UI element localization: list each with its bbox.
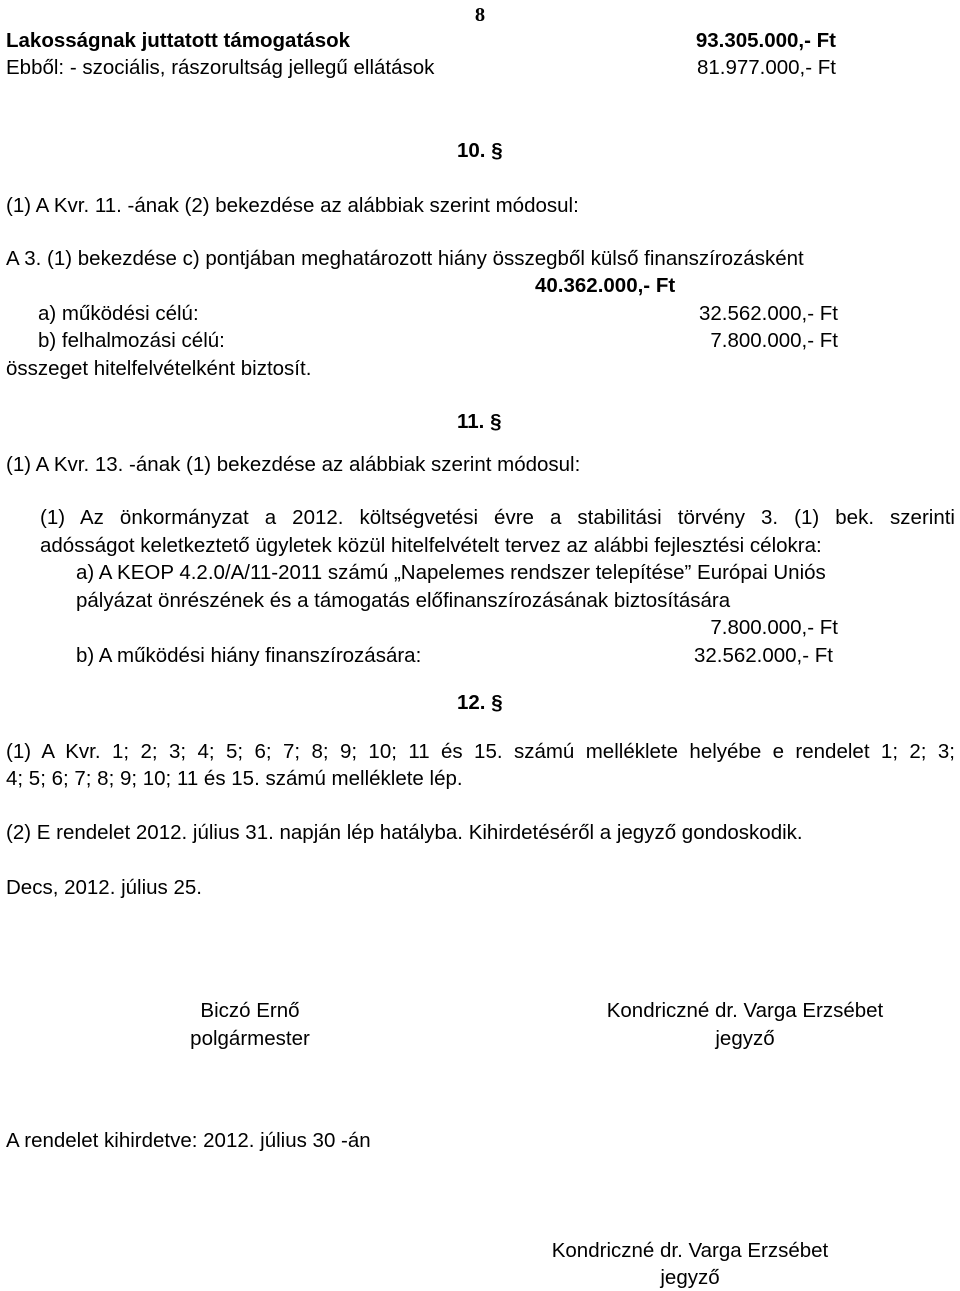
signature-left-name: Biczó Ernő [200,999,300,1022]
section-10-item-a-value: 32.562.000,- Ft [698,302,838,325]
support-total-label: Lakosságnak juttatott támogatások [6,29,351,52]
section-sign-icon: § [490,410,502,433]
section-11-a-line2: pályázat önrészének és a támogatás előfinanszírozásának biztosítására [76,589,731,612]
signature-right-name: Kondriczné dr. Varga Erzsébet [606,999,884,1022]
section-12-line1: (1) A Kvr. 1; 2; 3; 4; 5; 6; 7; 8; 9; 10; 11 és 15. számú melléklete helyébe e rendelet 1; 2; 3; [6,740,955,763]
support-sub-label: Ebből: - szociális, rászorultság jellegű ellátások [6,56,435,79]
section-sign-icon: § [491,691,503,714]
section-10-heading: 10. § [457,139,503,162]
section-10-closing: összeget hitelfelvételként biztosít. [6,357,312,380]
section-11-p1-line1: (1) Az önkormányzat a 2012. költségvetési évre a stabilitási törvény 3. (1) bek. szerinti [40,506,955,529]
section-10-total: 40.362.000,- Ft [535,274,676,297]
page-number: 8 [474,4,486,26]
section-12-line2: 4; 5; 6; 7; 8; 9; 10; 11 és 15. számú melléklete lép. [6,767,463,790]
final-signature-title: jegyző [660,1266,720,1289]
support-total-value: 93.305.000,- Ft [695,29,836,52]
signature-right-title: jegyző [715,1027,775,1050]
section-10-item-a-label: a) működési célú: [38,302,199,325]
final-signature-name: Kondriczné dr. Varga Erzsébet [551,1239,829,1262]
section-10-item-b-value: 7.800.000,- Ft [710,329,838,352]
section-12-line3: (2) E rendelet 2012. július 31. napján lép hatályba. Kihirdetéséről a jegyző gondoskodik. [6,821,803,844]
section-11-a-line1: a) A KEOP 4.2.0/A/11-2011 számú „Napelemes rendszer telepítése” Európai Uniós [76,561,826,584]
section-sign-icon: § [491,139,503,162]
section-11-b-label: b) A működési hiány finanszírozására: [76,644,422,667]
section-10-item-b-label: b) felhalmozási célú: [38,329,225,352]
section-11-intro: (1) A Kvr. 13. -ának (1) bekezdése az alábbiak szerint módosul: [6,453,581,476]
section-11-a-value: 7.800.000,- Ft [710,616,838,639]
place-date: Decs, 2012. július 25. [6,876,203,899]
promulgation-note: A rendelet kihirdetve: 2012. július 30 -án [6,1129,371,1152]
section-10-intro: (1) A Kvr. 11. -ának (2) bekezdése az alábbiak szerint módosul: [6,194,579,217]
section-12-heading: 12. § [457,691,503,714]
section-11-p1-line2: adósságot keletkeztető ügyletek közül hitelfelvételt tervez az alábbi fejlesztési célokra: [40,534,822,557]
section-10-line1: A 3. (1) bekezdése c) pontjában meghatározott hiány összegből külső finanszírozásként [6,247,804,270]
signature-left-title: polgármester [190,1027,310,1050]
section-11-heading: 11. § [457,410,502,433]
section-11-b-value: 32.562.000,- Ft [693,644,833,667]
support-sub-value: 81.977.000,- Ft [696,56,836,79]
